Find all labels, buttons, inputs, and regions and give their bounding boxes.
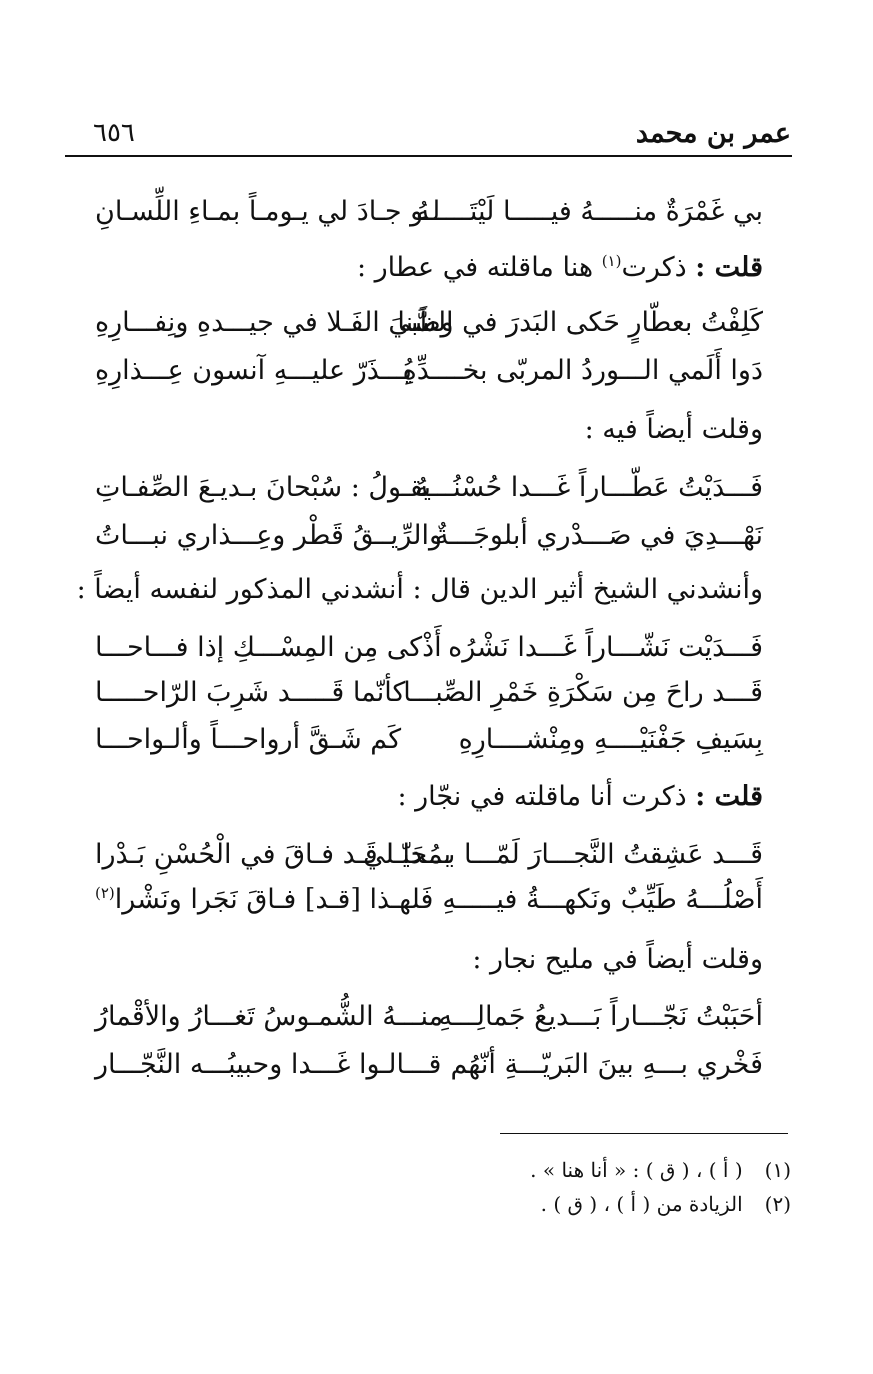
verse-12-first-hemistich: فَخْري بـــهِ بينَ البَريّـــةِ أنّهُم (450, 1049, 763, 1080)
verse-4-second-hemistich: يقـولُ : سُبْحانَ بـديـعَ الصِّفـاتِ (95, 472, 432, 503)
verse-7-first-hemistich: قَـــد راحَ مِن سَكْرَةِ خَمْرِ الصِّبـــا (403, 677, 763, 708)
verse-10-second-hemistich-text: فَلهـذا [قـد] فـاقَ نَجَرا ونَشْرا (114, 884, 434, 915)
verse-8-second-hemistich: كَم شَـقَّ أرواحـــاً وألـواحـــا (95, 724, 402, 755)
prose-note-1-text-b: هنا ماقلته في عطار : (356, 252, 594, 283)
verse-8 (95, 724, 763, 764)
prose-note-1-text-a: ذكرت (621, 252, 687, 283)
verse-10-second-hemistich (95, 884, 433, 915)
verse-7 (95, 677, 763, 717)
verse-5-second-hemistich: والرِّيــقُ قَطْر وعِـــذاري نبـــاتُ (95, 520, 442, 551)
footnote-1 (530, 1158, 791, 1182)
verse-11 (95, 1001, 763, 1041)
footnote-rule (500, 1133, 788, 1134)
verse-12 (95, 1049, 763, 1089)
header-rule (65, 155, 792, 157)
verse-12-second-hemistich: قـــالـوا غَـــدا وحبيبُـــه النَّجّـــار (95, 1049, 442, 1080)
verse-9-first-hemistich: قَـــد عَشِقتُ النَّجـــارَ لَمّـــا بـــدا لي (363, 839, 763, 870)
verse-8-first-hemistich: بِسَيفِ جَفْنَيْــــهِ ومِنْشــــارِهِ (458, 724, 763, 755)
footnote-ref-1: (١) (601, 252, 622, 270)
verse-3 (95, 355, 763, 395)
verse-5-first-hemistich: نَهْـــدِيَ في صَـــدْري أبلوجَـــةٌ (435, 520, 763, 551)
verse-11-first-hemistich: أحَبَبْتُ نَجّـــاراً بَـــديعُ جَمالِـــهِ (438, 1001, 763, 1032)
prose-note-5: وقلت أيضاً في مليح نجار : (472, 944, 763, 975)
verse-6-second-hemistich: أَذْكى مِن المِسْـــكِ إذا فـــاحـــا (95, 632, 442, 663)
footnote-2 (541, 1192, 791, 1216)
qultu-label-2: قلت : (695, 781, 763, 812)
verse-2-second-hemistich: وظَبيَ الفَـلا في جيـــدهِ ونِفـــارِهِ (95, 307, 454, 338)
verse-6-first-hemistich: فَـــدَيْت نَشّـــاراً غَـــدا نَشْرُه (448, 632, 763, 663)
verse-10 (95, 884, 763, 924)
footnote-ref-2: (٢) (95, 884, 115, 902)
verse-9-second-hemistich: بمُحَيّـا قَـد فـاقَ في الْحُسْنِ بَـدْرا (95, 839, 452, 870)
verse-3-first-hemistich: دَوا أَلَمي الـــوردُ المربّى بخــــدِّهِ (402, 355, 763, 386)
verse-7-second-hemistich: كأنّما قَـــــد شَرِبَ الرّاحـــــا (95, 677, 406, 708)
prose-note-2: وقلت أيضاً فيه : (584, 414, 763, 445)
verse-9 (95, 839, 763, 879)
verse-1 (95, 196, 763, 236)
verse-1-first-hemistich: بي غَمْرَةٌ منـــــهُ فيـــــا لَيْتَـــــهُ (415, 196, 763, 227)
verse-11-second-hemistich: منـــهُ الشُّمـوسُ تَغـــارُ والأقْمارُ (95, 1001, 444, 1032)
footnote-1-text: ( أ ) ، ( ق ) : « أنا هنا » . (530, 1158, 743, 1182)
verse-3-second-hemistich: يُـــذَرّ عليـــهِ آنسون عِـــذارِهِ (95, 355, 413, 386)
verse-10-first-hemistich: أَصْلُـــهُ طَيِّبٌ ونَكهـــةُ فيـــــهِ (442, 884, 763, 915)
page-number: ٦٥٦ (93, 118, 135, 148)
prose-note-4 (397, 781, 763, 812)
footnote-1-number: (١) (764, 1158, 791, 1182)
verse-2-first-hemistich: كَلِفْتُ بعطّارٍ حَكى البَدرَ في السَّنا (397, 307, 763, 338)
verse-1-second-hemistich: لـو جـادَ لي يـومـاً بمـاءِ اللِّسـانِ (95, 196, 441, 227)
footnote-2-text: الزيادة من ( أ ) ، ( ق ) . (540, 1192, 743, 1216)
prose-note-1 (357, 252, 763, 283)
footnote-2-number: (٢) (764, 1192, 791, 1216)
prose-note-4-text: ذكرت أنا ماقلته في نجّار : (397, 781, 687, 812)
qultu-label: قلت : (695, 252, 763, 283)
verse-2 (95, 307, 763, 347)
verse-6 (95, 632, 763, 672)
verse-4-first-hemistich: فَـــدَيْتُ عَطّـــاراً غَـــدا حُسْنُـــهُ (415, 472, 763, 503)
running-title: عمر بن محمد (635, 118, 791, 149)
prose-note-3: وأنشدني الشيخ أثير الدين قال : أنشدني المذكور لنفسه أيضاً : (76, 574, 763, 605)
verse-5 (95, 520, 763, 560)
verse-4 (95, 472, 763, 512)
